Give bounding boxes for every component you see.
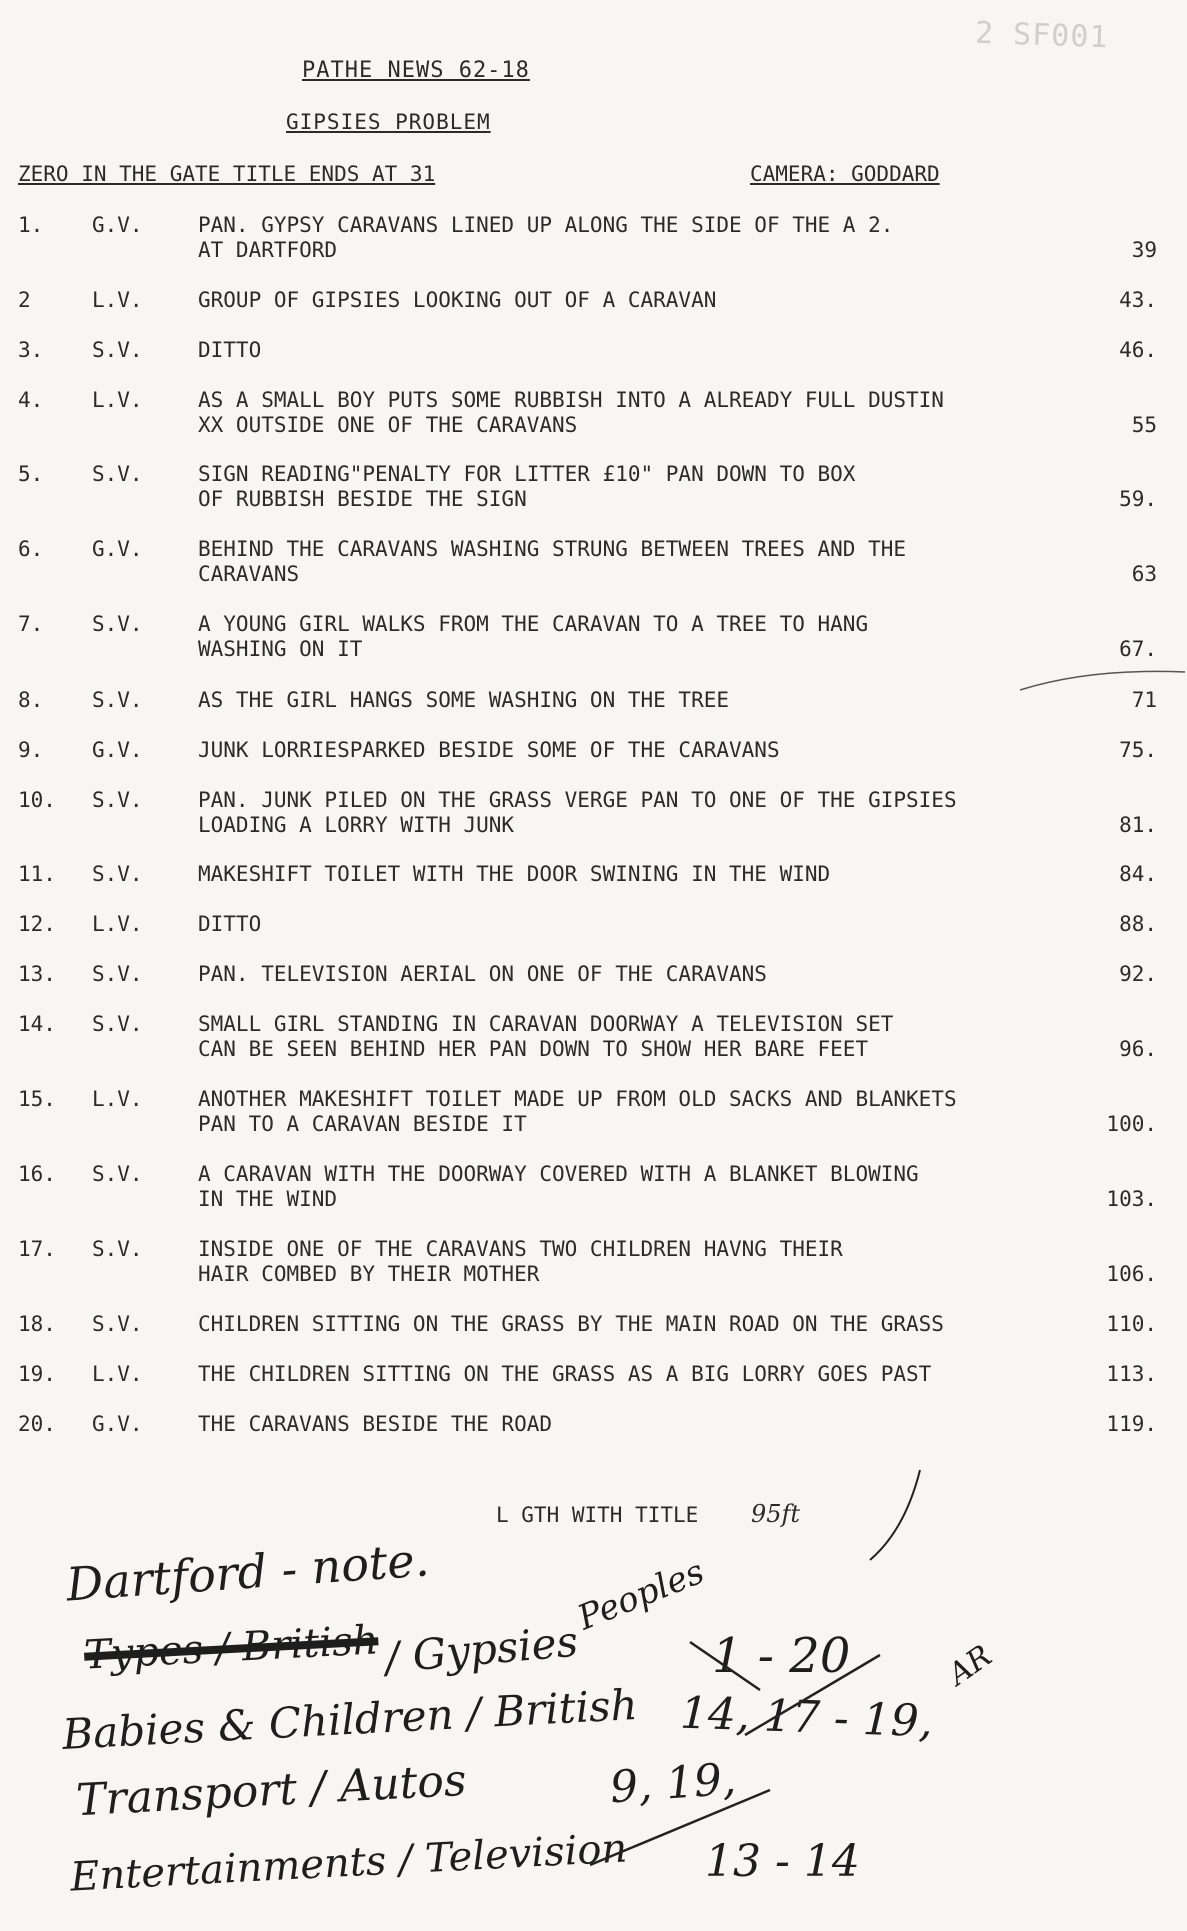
shot-number: 18. [18,1312,56,1336]
shot-number: 16. [18,1162,56,1186]
shot-type: S.V. [92,1162,143,1186]
shot-description: ANOTHER MAKESHIFT TOILET MADE UP FROM OLD SACKS AND BLANKETS PAN TO A CARAVAN BESIDE IT [198,1087,957,1136]
shot-number: 15. [18,1087,56,1111]
shot-description: SMALL GIRL STANDING IN CARAVAN DOORWAY A TELEVISION SET CAN BE SEEN BEHIND HER PAN DOWN TO SHOW HER BARE FEET [198,1012,894,1061]
shot-description: THE CARAVANS BESIDE THE ROAD [198,1412,553,1436]
pen-tick-length [870,1470,920,1560]
shot-description: A YOUNG GIRL WALKS FROM THE CARAVAN TO A TREE TO HANG WASHING ON IT [198,612,869,661]
shot-description: PAN. TELEVISION AERIAL ON ONE OF THE CARAVANS [198,962,767,986]
pen-strike-zero [690,1642,760,1690]
shot-footage: 100. [1106,1112,1157,1136]
shot-footage: 88. [1119,912,1157,936]
shot-type: L.V. [92,1087,143,1111]
shot-number: 11. [18,862,56,886]
shot-type: G.V. [92,1412,143,1436]
shot-footage: 103. [1106,1187,1157,1211]
shot-description: PAN. JUNK PILED ON THE GRASS VERGE PAN TO ONE OF THE GIPSIES LOADING A LORRY WITH JUNK [198,788,957,837]
handwritten-note-1: Dartford - note. [64,1532,431,1612]
handwritten-gypsies: / Gypsies [383,1616,580,1683]
shot-footage: 81. [1119,813,1157,837]
shot-description: AS A SMALL BOY PUTS SOME RUBBISH INTO A ALREADY FULL DUSTIN XX OUTSIDE ONE OF THE CARAVANS [198,388,944,437]
pen-strike-range-2 [590,1790,770,1865]
shot-description: GROUP OF GIPSIES LOOKING OUT OF A CARAVAN [198,288,717,312]
length-value: 95ft [750,1500,801,1528]
handwritten-struck-text: Types / British [82,1617,380,1679]
shot-number: 3. [18,338,44,362]
shot-description: INSIDE ONE OF THE CARAVANS TWO CHILDREN HAVNG THEIR HAIR COMBED BY THEIR MOTHER [198,1237,843,1286]
shot-footage: 96. [1119,1037,1157,1061]
shot-type: G.V. [92,537,143,561]
shot-type: S.V. [92,1312,143,1336]
shot-footage: 113. [1106,1362,1157,1386]
shot-type: S.V. [92,962,143,986]
shot-type: L.V. [92,388,143,412]
shot-type: L.V. [92,1362,143,1386]
shot-footage: 59. [1119,487,1157,511]
shot-description: SIGN READING"PENALTY FOR LITTER £10" PAN DOWN TO BOX OF RUBBISH BESIDE THE SIGN [198,462,856,511]
document-subtitle: GIPSIES PROBLEM [286,110,491,134]
shot-footage: 71 [1131,688,1157,712]
shot-number: 9. [18,738,44,762]
shot-footage: 84. [1119,862,1157,886]
handwritten-peoples: Peoples [572,1551,710,1639]
shot-number: 8. [18,688,44,712]
shot-footage: 106. [1106,1262,1157,1286]
shot-description: DITTO [198,912,262,936]
camera-credit: CAMERA: GODDARD [750,162,940,186]
shot-number: 10. [18,788,56,812]
shot-footage: 119. [1106,1412,1157,1436]
shot-number: 1. [18,213,44,237]
shot-description: MAKESHIFT TOILET WITH THE DOOR SWINING IN THE WIND [198,862,831,886]
pen-strike-range [745,1655,880,1735]
handwritten-note-4: Transport / Autos [74,1754,468,1827]
shot-number: 12. [18,912,56,936]
shot-number: 7. [18,612,44,636]
shot-number: 17. [18,1237,56,1261]
shot-type: S.V. [92,338,143,362]
handwritten-range-1: 1 - 20 [712,1628,851,1684]
shot-number: 4. [18,388,44,412]
shot-footage: 39 [1131,238,1157,262]
shot-type: S.V. [92,1237,143,1261]
shot-description: A CARAVAN WITH THE DOORWAY COVERED WITH A BLANKET BLOWING IN THE WIND [198,1162,919,1211]
shot-number: 19. [18,1362,56,1386]
document-title: PATHE NEWS 62-18 [302,58,530,83]
shot-number: 13. [18,962,56,986]
shot-number: 20. [18,1412,56,1436]
shot-description: CHILDREN SITTING ON THE GRASS BY THE MAIN ROAD ON THE GRASS [198,1312,944,1336]
handwritten-note-3: Babies & Children / British [61,1679,639,1760]
shot-type: S.V. [92,862,143,886]
shot-type: S.V. [92,788,143,812]
shot-type: S.V. [92,688,143,712]
shot-type: S.V. [92,462,143,486]
shot-type: S.V. [92,612,143,636]
handwritten-range-4: 13 - 14 [705,1836,860,1887]
shot-footage: 67. [1119,637,1157,661]
zero-line: ZERO IN THE GATE TITLE ENDS AT 31 [18,162,436,186]
shot-description: THE CHILDREN SITTING ON THE GRASS AS A BIG LORRY GOES PAST [198,1362,932,1386]
handwritten-range-2: 14, 17 - 19, [679,1687,934,1748]
handwritten-note-5: Entertainments / Television [69,1825,629,1901]
length-label: L GTH WITH TITLE [496,1503,699,1527]
shot-footage: 63 [1131,562,1157,586]
shot-type: L.V. [92,912,143,936]
shot-footage: 110. [1106,1312,1157,1336]
shot-type: L.V. [92,288,143,312]
shot-number: 14. [18,1012,56,1036]
shot-description: AS THE GIRL HANGS SOME WASHING ON THE TREE [198,688,730,712]
shot-description: BEHIND THE CARAVANS WASHING STRUNG BETWEEN TREES AND THE CARAVANS [198,537,907,586]
shot-number: 6. [18,537,44,561]
shot-type: G.V. [92,213,143,237]
shot-footage: 92. [1119,962,1157,986]
pen-stroke-right [1020,671,1185,690]
shot-footage: 46. [1119,338,1157,362]
shot-footage: 55 [1131,413,1157,437]
shot-number: 2 [18,288,31,312]
shot-type: S.V. [92,1012,143,1036]
handwritten-initials: AR [941,1638,999,1693]
shot-description: PAN. GYPSY CARAVANS LINED UP ALONG THE SIDE OF THE A 2. AT DARTFORD [198,213,894,262]
shot-footage: 43. [1119,288,1157,312]
shot-number: 5. [18,462,44,486]
handwritten-range-3: 9, 19, [608,1753,738,1814]
shot-description: JUNK LORRIESPARKED BESIDE SOME OF THE CARAVANS [198,738,780,762]
shot-description: DITTO [198,338,262,362]
shot-footage: 75. [1119,738,1157,762]
shot-type: G.V. [92,738,143,762]
reference-number: 2 SF001 [974,15,1110,56]
